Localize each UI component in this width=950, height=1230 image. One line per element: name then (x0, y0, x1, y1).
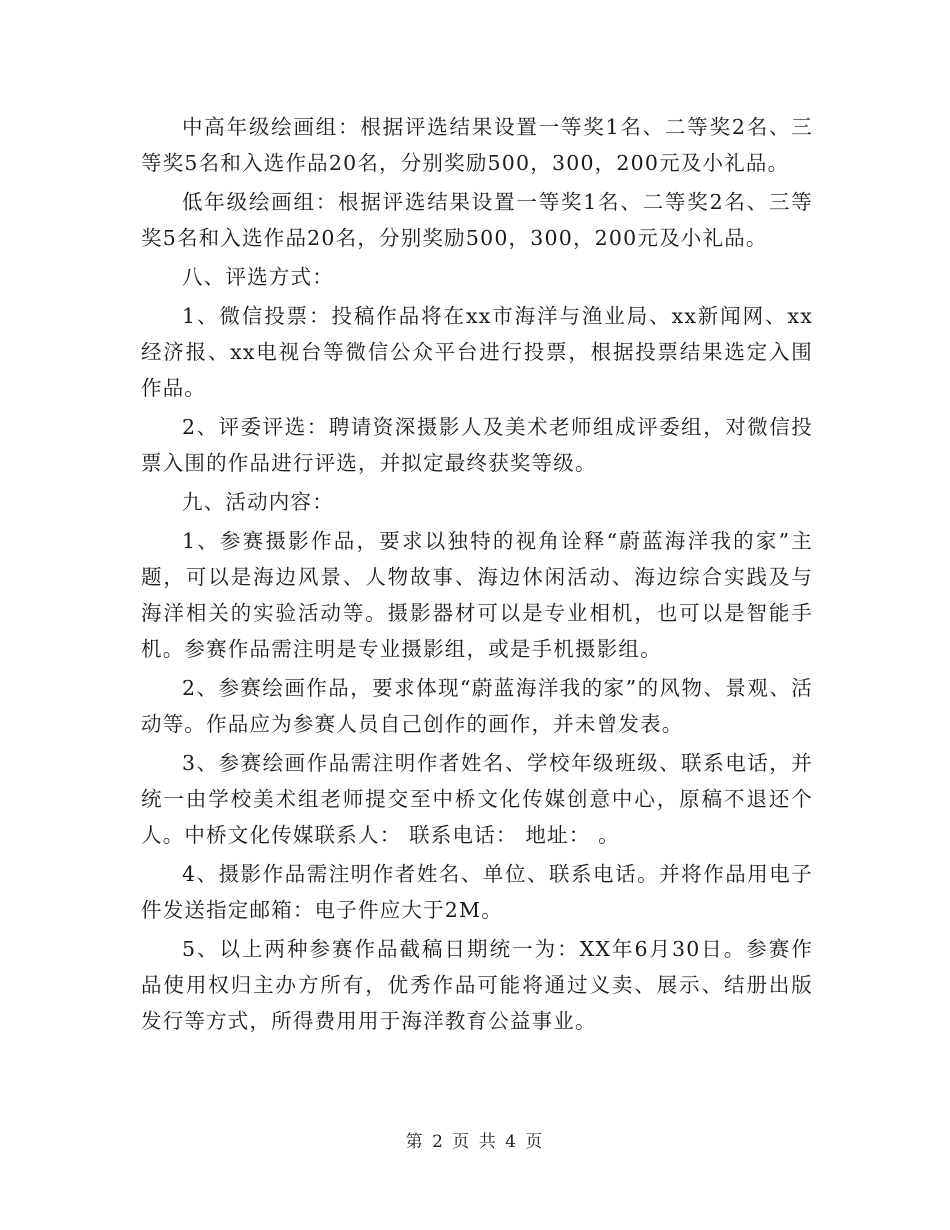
paragraph-wechat-voting: 1、微信投票：投稿作品将在xx市海洋与渔业局、xx新闻网、xx经济报、xx电视台等微信公众平台进行投票，根据投票结果选定入围作品。 (141, 304, 813, 400)
paragraph-drawing-group-junior: 低年级绘画组：根据评选结果设置一等奖1名、二等奖2名、三等奖5名和入选作品20名，分别奖励500，300，200元及小礼品。 (141, 190, 813, 250)
paragraph-deadline: 5、以上两种参赛作品截稿日期统一为：XX年6月30日。参赛作品使用权归主办方所有，优秀作品可能将通过义卖、展示、结册出版发行等方式，所得费用用于海洋教育公益事业。 (141, 937, 813, 1033)
paragraph-drawing-entry: 2、参赛绘画作品，要求体现“蔚蓝海洋我的家”的风物、景观、活动等。作品应为参赛人员自己创作的画作，并未曾发表。 (141, 676, 813, 736)
paragraph-drawing-submission: 3、参赛绘画作品需注明作者姓名、学校年级班级、联系电话，并统一由学校美术组老师提交至中桥文化传媒创意中心，原稿不退还个人。中桥文化传媒联系人： 联系电话： 地址： 。 (141, 751, 813, 847)
section-heading-activity: 九、活动内容： (182, 490, 334, 514)
paragraph-photo-submission: 4、摄影作品需注明作者姓名、单位、联系电话。并将作品用电子件发送指定邮箱：电子件应大于2M。 (141, 862, 813, 922)
page-number-footer: 第 2 页 共 4 页 (405, 1132, 545, 1152)
paragraph-judge-evaluation: 2、评委评选：聘请资深摄影人及美术老师组成评委组，对微信投票入围的作品进行评选，并拟定最终获奖等级。 (141, 415, 813, 475)
paragraph-photography-entry: 1、参赛摄影作品，要求以独特的视角诠释“蔚蓝海洋我的家”主题，可以是海边风景、人物故事、海边休闲活动、海边综合实践及与海洋相关的实验活动等。摄影器材可以是专业相机，也可以是智能手机。参赛作品需注明是专业摄影组，或是手机摄影组。 (141, 529, 813, 661)
paragraph-drawing-group-senior: 中高年级绘画组：根据评选结果设置一等奖1名、二等奖2名、三等奖5名和入选作品20名，分别奖励500，300，200元及小礼品。 (141, 115, 813, 175)
section-heading-evaluation: 八、评选方式： (182, 265, 334, 289)
document-body (141, 109, 813, 1042)
